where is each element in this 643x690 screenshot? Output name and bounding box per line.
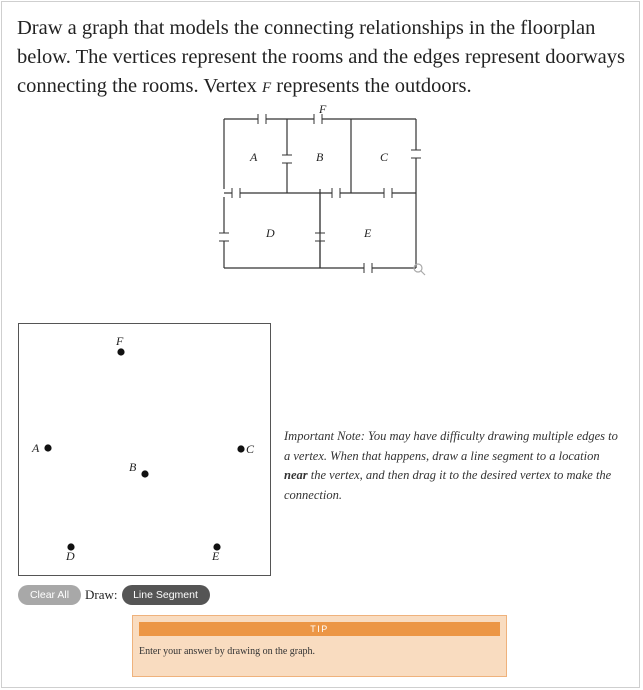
tip-text: Enter your answer by drawing on the graph. <box>139 646 316 657</box>
clear-all-button[interactable]: Clear All <box>18 585 81 605</box>
vertex-a-dot[interactable] <box>44 444 51 451</box>
vertex-a[interactable] <box>31 441 52 455</box>
floorplan-walls <box>224 119 416 268</box>
floorplan-room-labels <box>249 102 389 240</box>
vertex-c-label: C <box>246 442 255 456</box>
vertex-e-label: E <box>212 549 220 563</box>
vertex-c[interactable] <box>237 442 255 456</box>
room-label-c: C <box>380 150 389 164</box>
vertex-f-dot[interactable] <box>117 348 124 355</box>
vertex-a-label: A <box>32 441 40 455</box>
vertex-b-dot[interactable] <box>141 470 148 477</box>
vertex-f-label: F <box>116 334 124 348</box>
line-segment-button[interactable]: Line Segment <box>122 585 210 605</box>
vertex-c-dot[interactable] <box>237 445 244 452</box>
graph-canvas[interactable] <box>18 323 271 576</box>
room-label-e: E <box>364 226 372 240</box>
note-text-part1: Important Note: You may have difficulty drawing multiple edges to a vertex. When that happens, draw a line segment to a location <box>284 429 618 463</box>
note-text-bold: near <box>284 468 308 482</box>
floorplan-diagram <box>210 100 435 280</box>
room-label-d: D <box>266 226 275 240</box>
question-variable-f: F <box>262 80 272 96</box>
important-note <box>284 427 624 505</box>
room-label-f: F <box>319 102 327 116</box>
draw-label: Draw: <box>85 587 118 602</box>
tip-box <box>132 615 507 677</box>
vertex-d-label: D <box>66 549 75 563</box>
question-text <box>17 14 627 103</box>
question-text-part2: represents the outdoors. <box>271 75 472 97</box>
question-text-part1: Draw a graph that models the connecting relationships in the floorplan below. The vertices represent the rooms and the edges represent doorways connecting the rooms. Vertex <box>17 17 625 97</box>
vertex-e[interactable] <box>211 543 221 563</box>
room-label-a: A <box>250 150 258 164</box>
room-label-b: B <box>316 150 324 164</box>
graph-svg[interactable] <box>19 324 270 575</box>
vertex-b[interactable] <box>129 460 149 478</box>
tip-title: TIP <box>139 622 500 636</box>
note-text-part2: the vertex, and then drag it to the desired vertex to make the connection. <box>284 468 612 502</box>
drawing-toolbar <box>18 585 210 605</box>
vertex-f[interactable] <box>115 334 125 356</box>
vertex-b-label: B <box>129 460 137 474</box>
vertex-d[interactable] <box>65 543 75 563</box>
